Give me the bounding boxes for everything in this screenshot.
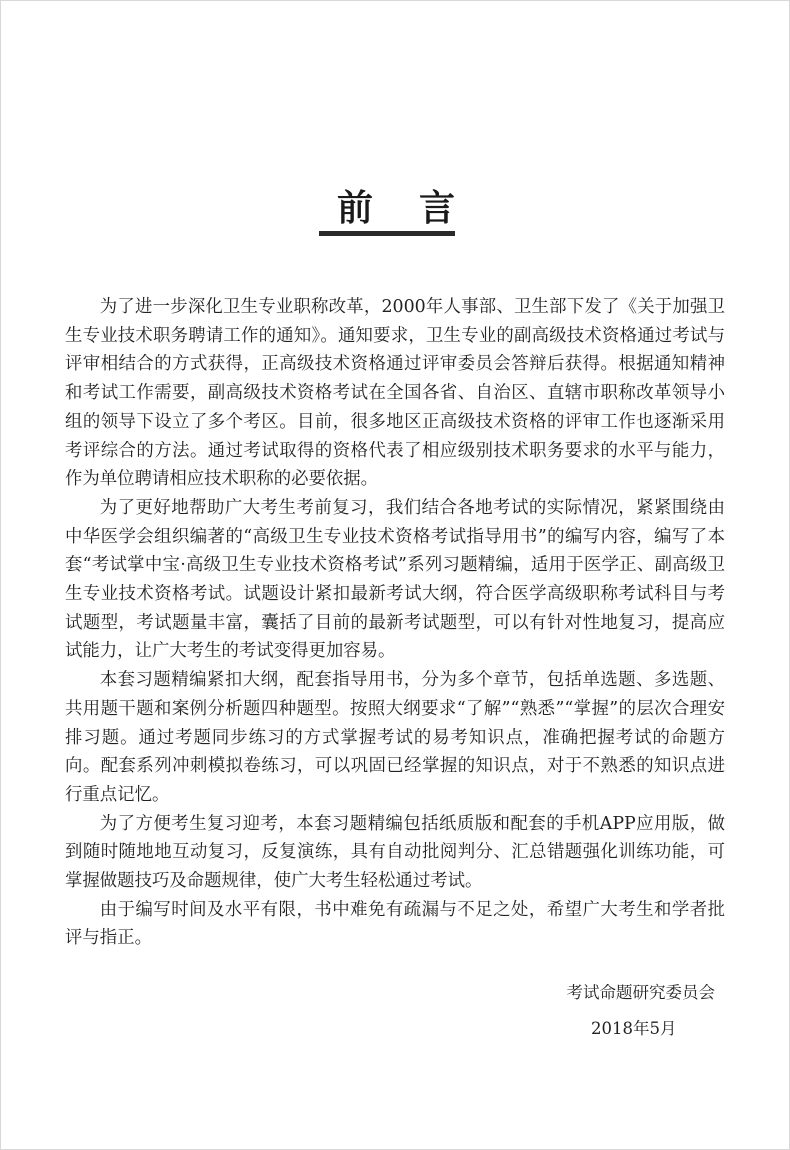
paragraph-4: 为了方便考生复习迎考，本套习题精编包括纸质版和配套的手机APP应用版，做到随时随地地互动复习，反复演练，具有自动批阅判分、汇总错题强化训练功能，可掌握做题技巧及命题规律，使广大考生轻松通过考试。 (65, 813, 725, 892)
signature-date: 2018年5月 (591, 1019, 677, 1038)
paragraph-2: 为了更好地帮助广大考生考前复习，我们结合各地考试的实际情况，紧紧围绕由中华医学会组织编著的“高级卫生专业技术资格考试指导用书”的编写内容，编写了本套“考试掌中宝·高级卫生专业技术资格考试”系列习题精编，适用于医学正、副高级卫生专业技术资格考试。试题设计紧扣最新考试大纲，符合医学高级职称考试科目与考试题型，考试题量丰富，囊括了目前的最新考试题型，可以有针对性地复习，提高应试能力，让广大考生的考试变得更加容易。 (65, 497, 725, 662)
signature-committee: 考试命题研究委员会 (566, 983, 715, 1002)
title-underline-bar (319, 231, 455, 236)
paragraph-1: 为了进一步深化卫生专业职称改革，2000年人事部、卫生部下发了《关于加强卫生专业技术职务聘请工作的通知》。通知要求，卫生专业的副高级技术资格通过考试与评审相结合的方式获得，正高级技术资格通过评审委员会答辩后获得。根据通知精神和考试工作需要，副高级技术资格考试在全国各省、自治区、直辖市职称改革领导小组的领导下设立了多个考区。目前，很多地区正高级技术资格的评审工作也逐渐采用考评综合的方法。通过考试取得的资格代表了相应级别技术职务要求的水平与能力，作为单位聘请相应技术职称的必要依据。 (65, 297, 725, 490)
preface-body (65, 293, 725, 953)
title-container (1, 189, 790, 229)
paragraph-5: 由于编写时间及水平有限，书中难免有疏漏与不足之处，希望广大考生和学者批评与指正。 (65, 899, 725, 949)
paragraph-3: 本套习题精编紧扣大纲，配套指导用书，分为多个章节，包括单选题、多选题、共用题干题和案例分析题四种题型。按照大纲要求“了解”“熟悉”“掌握”的层次合理安排习题。通过考题同步练习的方式掌握考试的易考知识点，准确把握考试的命题方向。配套系列冲刺模拟卷练习，可以巩固已经掌握的知识点，对于不熟悉的知识点进行重点记忆。 (65, 670, 725, 805)
page-title: 前言 (336, 188, 501, 229)
